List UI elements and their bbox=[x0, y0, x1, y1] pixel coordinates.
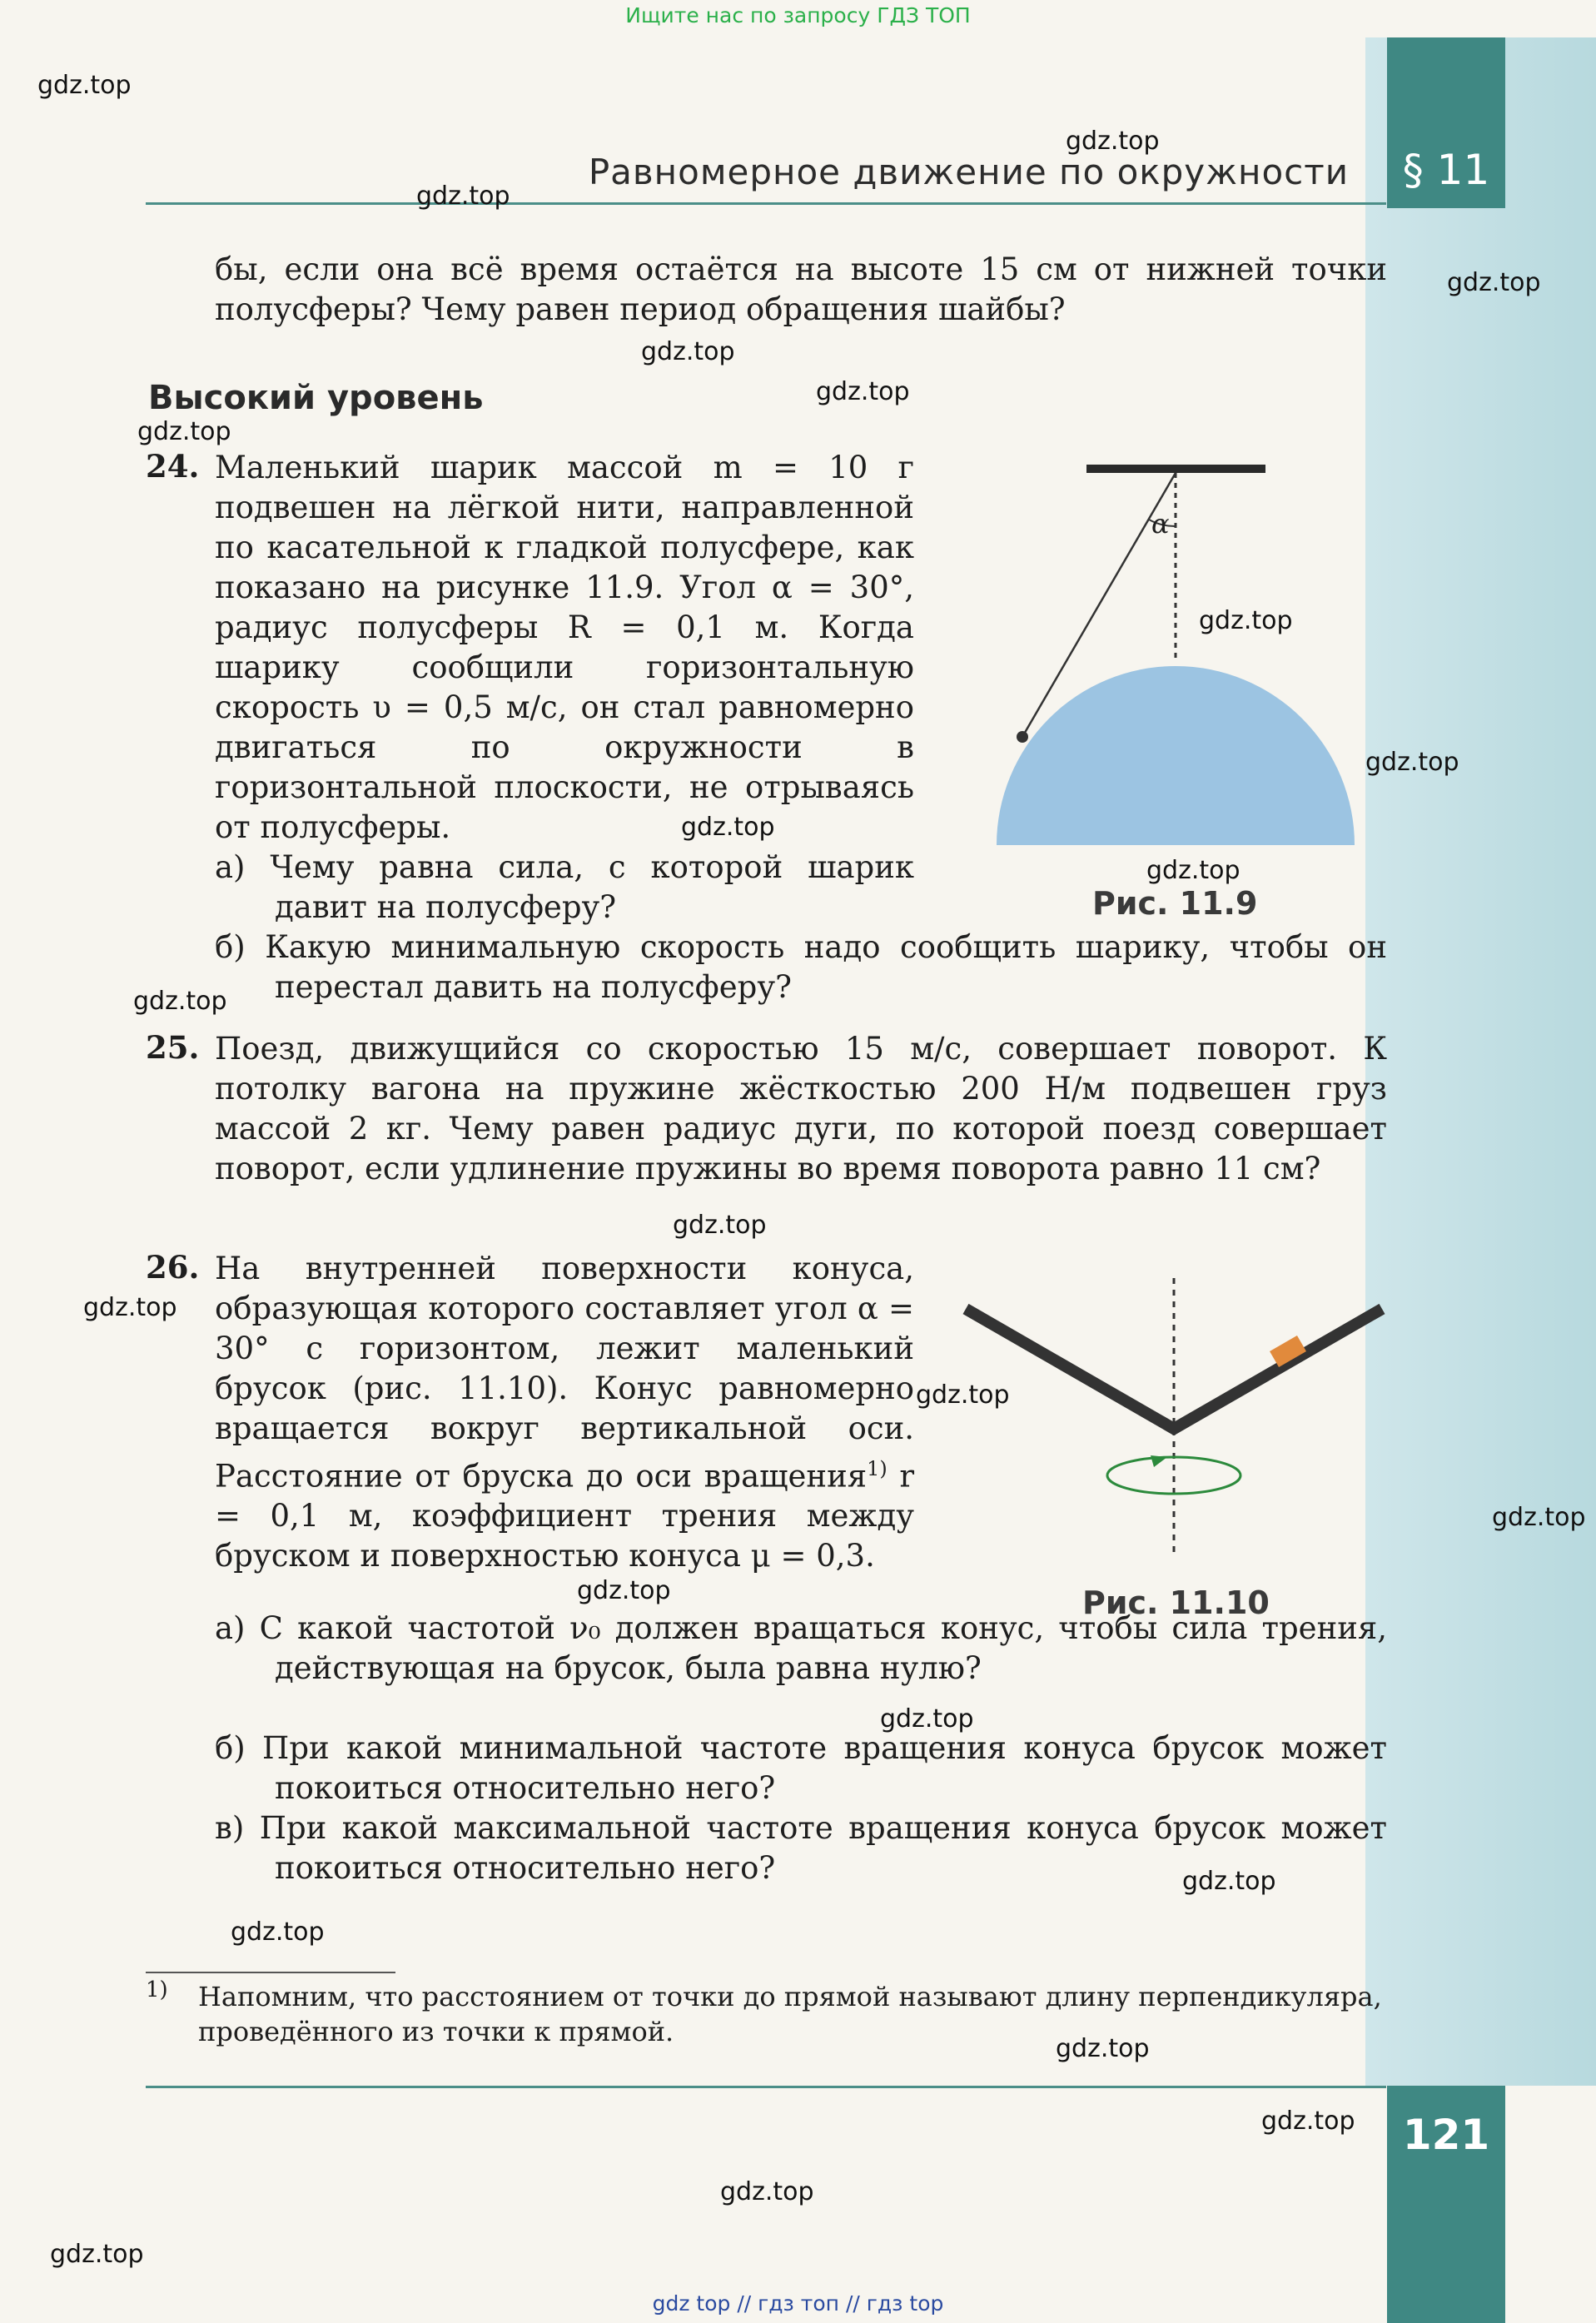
figure-11-9-caption: Рис. 11.9 bbox=[1092, 885, 1258, 922]
watermark[interactable]: gdz.top bbox=[50, 2240, 144, 2269]
watermark[interactable]: gdz.top bbox=[1056, 2034, 1150, 2063]
watermark[interactable]: gdz.top bbox=[1261, 2107, 1355, 2136]
problem-24-part-b: б) Какую минимальную скорость надо сообщить шарику, чтобы он перестал давить на полусферу? bbox=[215, 929, 1387, 1005]
problem-24-text: Маленький шарик массой m = 10 г подвешен на лёгкой нити, направленной по касательной к гладкой полусфере, как показано на рисунке 11.9. Угол α = 30°, радиус полусферы R = 0,1 м. Когда шарику сообщили горизонтальную скорость υ = 0,5 м/с, он стал равномерно двигаться по окружности в горизонтальной плоскости, не отрываясь от полусферы. bbox=[215, 450, 914, 845]
problem-25-text: Поезд, движущийся со скоростью 15 м/с, совершает поворот. К потолку вагона на пружине жёсткостью 200 Н/м подвешен груз массой 2 кг. Чему равен радиус дуги, по которой поезд совершает поворот, если удлинение пружины во время поворота равно 11 см? bbox=[215, 1031, 1387, 1186]
watermark[interactable]: gdz.top bbox=[1492, 1503, 1586, 1532]
hemisphere bbox=[997, 666, 1355, 845]
problem-26-part-b: б) При какой минимальной частоте вращения конуса брусок может покоиться относительно него? bbox=[215, 1730, 1387, 1806]
section-number: § 11 bbox=[1402, 146, 1490, 194]
watermark[interactable]: gdz.top bbox=[137, 417, 231, 446]
watermark[interactable]: gdz.top bbox=[1146, 856, 1241, 885]
watermark[interactable]: gdz.top bbox=[720, 2177, 814, 2206]
watermark[interactable]: gdz.top bbox=[1199, 606, 1293, 635]
header-rule bbox=[146, 202, 1386, 205]
footnote-ref[interactable]: 1) bbox=[867, 1457, 887, 1480]
page-number: 121 bbox=[1402, 2111, 1490, 2159]
problem-24-number: 24. bbox=[146, 448, 200, 485]
page-title: Равномерное движение по окружности bbox=[588, 152, 1349, 192]
problem-26-part-a: а) С какой частотой ν₀ должен вращаться конус, чтобы сила трения, действующая на брусок, была равна нулю? bbox=[215, 1610, 1387, 1686]
level-heading: Высокий уровень bbox=[148, 379, 484, 417]
watermark[interactable]: gdz.top bbox=[1447, 268, 1541, 297]
watermark[interactable]: gdz.top bbox=[641, 337, 735, 366]
figure-11-9 bbox=[982, 450, 1365, 849]
footnote-rule bbox=[146, 1972, 395, 1973]
problem-26-text-main: На внутренней поверхности конуса, образующая которого составляет угол α = 30° с горизонтом, лежит маленький брусок (рис. 11.10). Конус равномерно вращается вокруг вертикальной оси. Расстояние от бруска до оси вращения bbox=[215, 1251, 914, 1495]
ceiling-bar bbox=[1086, 465, 1265, 473]
watermark[interactable]: gdz.top bbox=[231, 1918, 325, 1947]
ball bbox=[1017, 731, 1028, 743]
intro-text: бы, если она всё время остаётся на высоте 15 см от нижней точки полусферы? Чему равен период обращения шайбы? bbox=[215, 251, 1387, 327]
watermark[interactable]: gdz.top bbox=[1066, 127, 1160, 156]
watermark[interactable]: gdz.top bbox=[133, 987, 227, 1016]
problem-25-number: 25. bbox=[146, 1029, 200, 1066]
side-band bbox=[1365, 37, 1596, 2086]
footer-rule bbox=[146, 2086, 1386, 2088]
top-banner[interactable]: Ищите нас по запросу ГДЗ ТОП bbox=[625, 3, 971, 27]
watermark[interactable]: gdz.top bbox=[416, 182, 510, 211]
watermark[interactable]: gdz.top bbox=[577, 1576, 671, 1605]
problem-26-text bbox=[215, 1249, 914, 1576]
watermark[interactable]: gdz.top bbox=[37, 71, 132, 100]
figure-11-10 bbox=[949, 1266, 1399, 1565]
footnote-mark: 1) bbox=[146, 1977, 168, 2002]
problem-24-part-a: а) Чему равна сила, с которой шарик давит на полусферу? bbox=[215, 849, 914, 925]
watermark[interactable]: gdz.top bbox=[1182, 1867, 1276, 1896]
rotation-arrowhead bbox=[1151, 1455, 1167, 1467]
watermark[interactable]: gdz.top bbox=[681, 813, 775, 842]
figure-11-10-caption: Рис. 11.10 bbox=[1082, 1584, 1270, 1621]
angle-alpha-label: α bbox=[1151, 508, 1170, 540]
problem-26-part-c: в) При какой максимальной частоте вращения конуса брусок может покоиться относительно него? bbox=[215, 1810, 1387, 1886]
watermark[interactable]: gdz.top bbox=[880, 1704, 974, 1734]
footnote-text: Напомним, что расстоянием от точки до прямой называют длину перпендикуляра, проведённого из точки к прямой. bbox=[198, 1981, 1382, 2047]
watermark[interactable]: gdz.top bbox=[916, 1380, 1010, 1410]
problem-26-number: 26. bbox=[146, 1249, 200, 1286]
watermark[interactable]: gdz.top bbox=[1365, 748, 1459, 777]
watermark[interactable]: gdz.top bbox=[83, 1293, 177, 1322]
watermark[interactable]: gdz.top bbox=[816, 377, 910, 406]
bottom-banner[interactable]: gdz top // гдз топ // гдз top bbox=[652, 2291, 944, 2316]
problem-26-text-tail: r = 0,1 м, коэффициент трения между бруском и поверхностью конуса μ = 0,3. bbox=[215, 1458, 914, 1574]
watermark[interactable]: gdz.top bbox=[673, 1211, 767, 1240]
